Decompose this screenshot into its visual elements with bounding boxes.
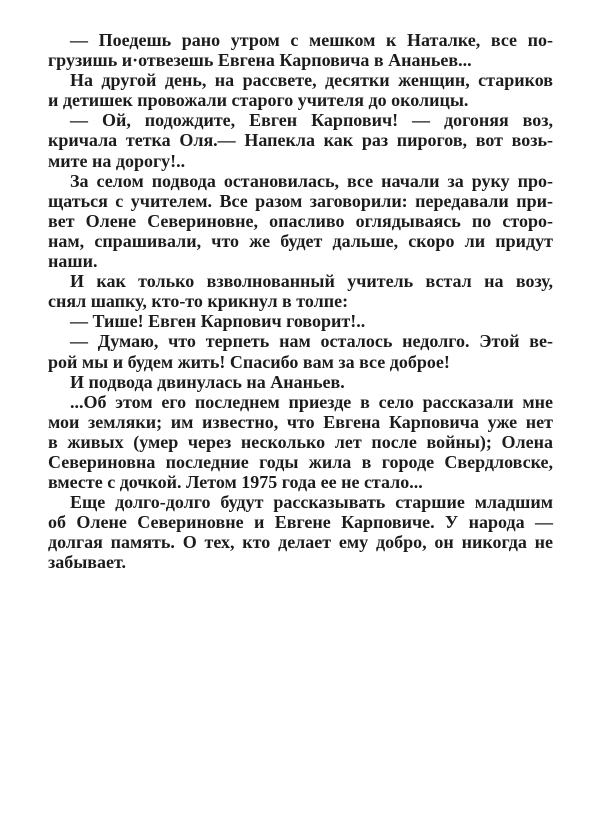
- text-line: — Ой, подождите, Евген Карпович! — догоняя воз,: [70, 110, 553, 131]
- text-line: рой мы и будем жить! Спасибо вам за все доброе!: [48, 351, 450, 372]
- text-line: За селом подвода остановилась, все начали за руку про-: [70, 170, 553, 191]
- text-line: — Поедешь рано утром с мешком к Наталке, все по-: [70, 30, 553, 50]
- text-line: Севериновна последние годы жила в городе Свердловске,: [48, 451, 553, 472]
- text-line: кричала тетка Оля.— Напекла как раз пирогов, вот возь-: [48, 130, 553, 151]
- text-line: — Думаю, что терпеть нам осталось недолго. Этой ве-: [70, 331, 553, 352]
- text-line: снял шапку, кто-то крикнул в толпе:: [48, 291, 349, 312]
- text-line: и детишек провожали старого учителя до околицы.: [48, 90, 469, 111]
- text-line: об Олене Севериновне и Евгене Карповиче. У народа —: [48, 512, 553, 533]
- text-line: И как только взволнованный учитель встал на возу,: [70, 271, 553, 292]
- text-line: — Тише! Евген Карпович говорит!..: [70, 311, 366, 332]
- text-line: вет Олене Севериновне, опасливо оглядываясь по сторо-: [48, 210, 553, 231]
- text-line: Еще долго-долго будут рассказывать старшие младшим: [70, 492, 553, 513]
- text-line: забывает.: [48, 552, 126, 573]
- text-line: мои земляки; им известно, что Евгена Карповича уже нет: [48, 411, 553, 432]
- text-line: наши.: [48, 251, 98, 272]
- text-line: вместе с дочкой. Летом 1975 года ее не стало...: [48, 472, 423, 493]
- text-line: нам, спрашивали, что же будет дальше, скоро ли придут: [48, 230, 553, 251]
- text-line: мите на дорогу!..: [48, 150, 186, 171]
- text-line: щаться с учителем. Все разом заговорили: передавали при-: [48, 190, 553, 211]
- text-line: долгая память. О тех, кто делает ему добро, он никогда не: [48, 532, 553, 553]
- text-line: ...Об этом его последнем приезде в село рассказали мне: [70, 391, 553, 412]
- text-line: И подвода двинулась на Ананьев.: [70, 371, 345, 392]
- book-page-text: [48, 30, 553, 573]
- text-line: в живых (умер через несколько лет после войны); Олена: [48, 431, 553, 452]
- text-line: На другой день, на рассвете, десятки женщин, стариков: [70, 70, 553, 91]
- text-line: грузишь и·отвезешь Евгена Карповича в Ананьев...: [48, 50, 472, 71]
